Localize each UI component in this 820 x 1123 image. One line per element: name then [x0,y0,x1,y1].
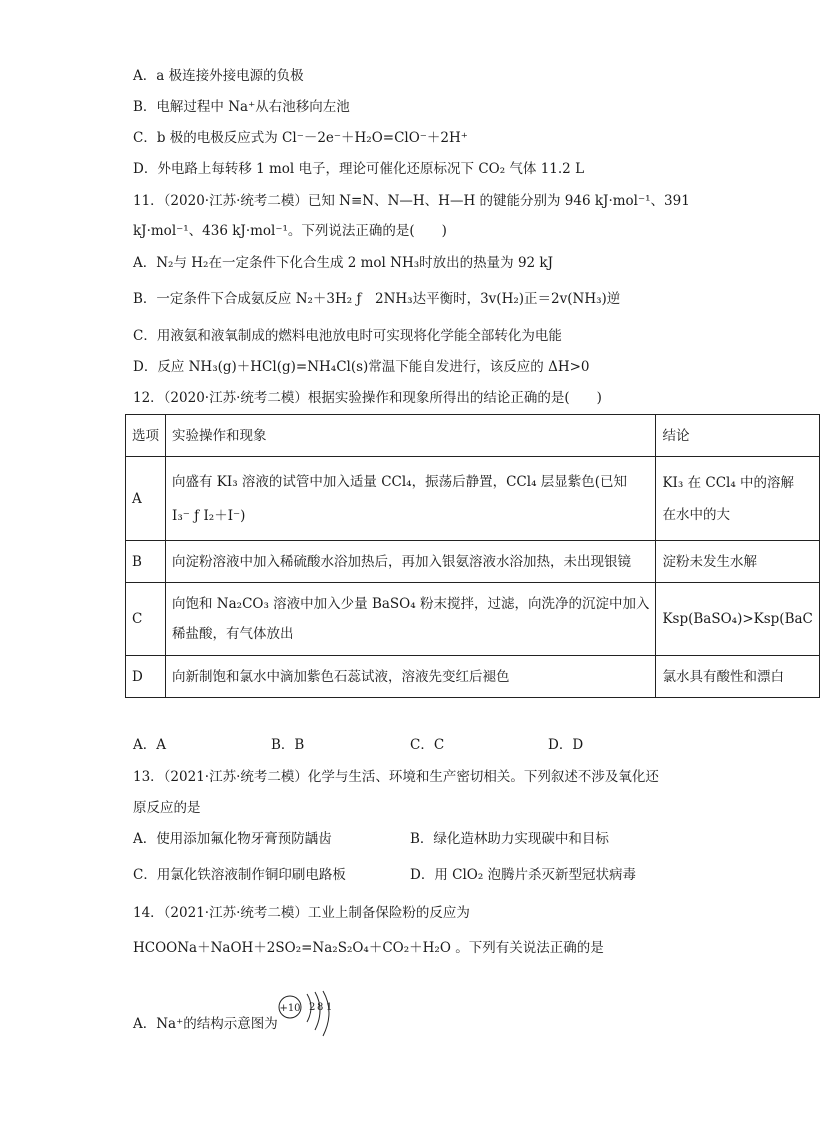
q14-option-a: A．Na⁺的结构示意图为 [133,1016,278,1032]
nucleus-charge: +10 [279,1003,301,1014]
shell-electron-count: 1 [326,1002,333,1013]
header-operation: 实验操作和现象 [166,415,656,457]
row-operation: 向新制饱和氯水中滴加紫色石蕊试液，溶液先变红后褪色 [166,656,656,698]
q12-choice-d: D．D [548,737,584,753]
shell-electron-count: 8 [317,1002,324,1013]
q13-option-a: A．使用添加氟化物牙膏预防龋齿 [133,831,332,847]
q12-choice-a: A．A [133,737,166,753]
q11-stem-line1: 11．（2020·江苏·统考二模）已知 N≡N、N—H、H—H 的键能分别为 946 kJ·mol⁻¹、391 [133,193,690,209]
operation-line: I₃⁻ ƒ I₂＋I⁻) [172,507,246,524]
row-conclusion: 氯水具有酸性和漂白 [656,656,819,698]
row-conclusion: 淀粉未发生水解 [656,541,819,583]
q10-option-d: D．外电路上每转移 1 mol 电子，理论可催化还原标况下 CO₂ 气体 11.2 L [133,161,585,177]
q13-option-c: C．用氯化铁溶液制作铜印刷电路板 [133,867,346,883]
row-option: C [126,583,166,656]
shell-electron-count: 2 [309,1002,316,1013]
table-row [126,656,820,698]
table-row [126,583,820,656]
row-option: D [126,656,166,698]
q14-stem-line1: 14．（2021·江苏·统考二模）工业上制备保险粉的反应为 [133,905,470,921]
q11-stem-line2: kJ·mol⁻¹、436 kJ·mol⁻¹。下列说法正确的是( ) [133,223,447,239]
q11-option-a: A．N₂与 H₂在一定条件下化合生成 2 mol NH₃时放出的热量为 92 kJ [133,255,554,271]
q14-stem-line2: HCOONa＋NaOH＋2SO₂=Na₂S₂O₄＋CO₂＋H₂O 。下列有关说法正确的是 [133,940,604,956]
row-operation [166,583,656,656]
header-conclusion: 结论 [656,415,819,457]
row-operation: 向淀粉溶液中加入稀硫酸水浴加热后，再加入银氨溶液水浴加热，未出现银镜 [166,541,656,583]
q13-option-b: B．绿化造林助力实现碳中和目标 [410,831,609,847]
q12-choice-b: B．B [271,737,305,753]
operation-line: 向盛有 KI₃ 溶液的试管中加入适量 CCl₄，振荡后静置，CCl₄ 层显紫色(已知 [172,473,628,490]
q13-stem-line1: 13．（2021·江苏·统考二模）化学与生活、环境和生产密切相关。下列叙述不涉及氧化还 [133,769,659,785]
q13-option-d: D．用 ClO₂ 泡腾片杀灭新型冠状病毒 [410,867,637,883]
row-conclusion [656,457,819,541]
row-option: A [126,457,166,541]
q12-stem: 12．（2020·江苏·统考二模）根据实验操作和现象所得出的结论正确的是( ) [133,390,602,406]
q11-option-c: C．用液氨和液氧制成的燃料电池放电时可实现将化学能全部转化为电能 [133,328,562,344]
q10-option-a: A．a 极连接外接电源的负极 [133,68,304,84]
operation-line: 稀盐酸，有气体放出 [172,626,294,642]
q10-option-c: C．b 极的电极反应式为 Cl⁻－2e⁻＋H₂O=ClO⁻＋2H⁺ [133,130,468,146]
row-conclusion: Ksp(BaSO₄)>Ksp(BaC [656,583,819,656]
conclusion-line: KI₃ 在 CCl₄ 中的溶解 [662,474,795,491]
sodium-ion-structure-diagram [275,990,355,1038]
row-operation [166,457,656,541]
q10-option-b: B．电解过程中 Na⁺从右池移向左池 [133,99,350,115]
q12-choice-c: C．C [410,737,445,753]
table-row [126,541,820,583]
operation-line: 向饱和 Na₂CO₃ 溶液中加入少量 BaSO₄ 粉末搅拌，过滤，向洗净的沉淀中加入 [172,596,650,612]
q11-option-b: B．一定条件下合成氨反应 N₂＋3H₂ ƒ 2NH₃达平衡时，3v(H₂)正＝2v(NH₃)逆 [133,291,621,307]
q13-stem-line2: 原反应的是 [133,800,201,816]
q11-option-d: D．反应 NH₃(g)＋HCl(g)=NH₄Cl(s)常温下能自发进行，该反应的 ΔH>0 [133,359,590,375]
conclusion-line: 在水中的大 [662,506,730,523]
table-row [126,457,820,541]
header-option: 选项 [126,415,166,457]
electron-shell-arc [323,991,329,1036]
row-option: B [126,541,166,583]
q12-table [125,414,820,698]
